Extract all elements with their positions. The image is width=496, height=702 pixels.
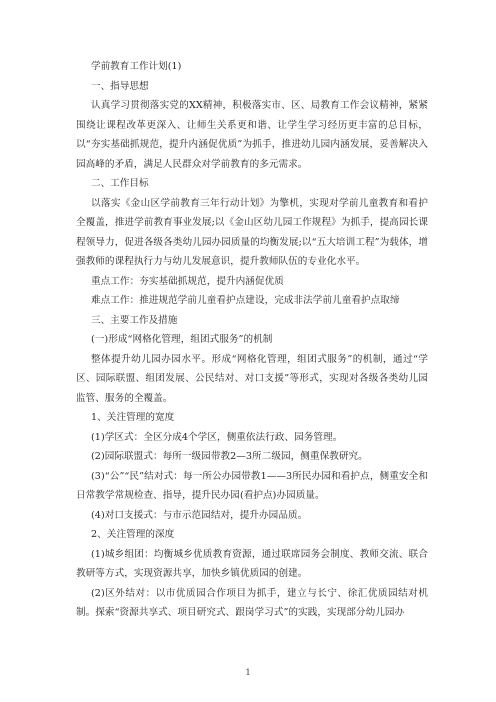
list-item: (1)城乡组团：均衡城乡优质教育资源，通过联席园务会制度、教师交流、联合教研等方式，实现资源共享，加快乡镇优质园的创建。 [76, 548, 428, 579]
paragraph: 认真学习贯彻落实党的XX精神，积极落实市、区、局教育工作会议精神，紧紧围绕让课程改革更深入、让师生关系更和谐、让学生学习经历更丰富的总目标，以“夯实基础抓规范，提升内涵促优质”为抓手，推进幼儿园内涵发展，妥善解决入园高峰的矛盾，满足人民群众对学前教育的多元需求。 [76, 100, 428, 170]
list-item: (2)园际联盟式：每所一级园带教2—3所二级园，侧重保教研究。 [91, 451, 368, 462]
section-heading: 一、指导思想 [91, 80, 149, 92]
paragraph: 整体提升幼儿园办园水平。形成“网格化管理，组团式服务”的机制，通过“学区、园际联盟、组团发展、公民结对、对口支援”等形式，实现对各级各类幼儿园监管、服务的全覆盖。 [76, 353, 428, 404]
section-heading: 二、工作目标 [91, 178, 149, 189]
section-heading: 三、主要工作及措施 [91, 314, 178, 326]
list-item: (4)对口支援式：与市示范园结对，提升办园品质。 [91, 509, 308, 521]
list-item: (2)区外结对：以市优质园合作项目为抓手，建立与长宁、徐汇优质园结对机制。探索“资源共享式、项目研究式、跟岗学习式”的实践，实现部分幼儿园办 [76, 587, 428, 618]
document-body [76, 57, 428, 623]
list-heading: 2、关注管理的深度 [91, 529, 175, 540]
page-number: 1 [245, 668, 251, 677]
list-item: (1)学区式：全区分成4个学区，侧重依法行政、园务管理。 [91, 431, 343, 443]
list-item: (3)“公”“民”结对式：每一所公办园带教1——3所民办园和看护点，侧重安全和日常教学常规检查、指导，提升民办园(看护点)办园质量。 [76, 470, 428, 501]
list-heading: 1、关注管理的宽度 [91, 412, 175, 423]
document-title: 学前教育工作计划(1) [91, 61, 182, 72]
paragraph: 以落实《金山区学前教育三年行动计划》为擎机，实现对学前儿童教育和看护全覆盖，推进学前教育事业发展;以《金山区幼儿园工作规程》为抓手，提高园长课程领导力，促进各级各类幼儿园办园质量的均衡发展;以“五大培训工程”为载体，增强教师的课程执行力与幼儿发展意识，提升教师队伍的专业化水平。 [76, 197, 428, 267]
subsection-heading: (一)形成“网格化管理，组团式服务”的机制 [91, 334, 273, 345]
paragraph: 难点工作：推进规范学前儿童看护点建设，完成非法学前儿童看护点取缔 [91, 295, 400, 306]
paragraph: 重点工作：夯实基础抓规范，提升内涵促优质 [91, 275, 284, 287]
